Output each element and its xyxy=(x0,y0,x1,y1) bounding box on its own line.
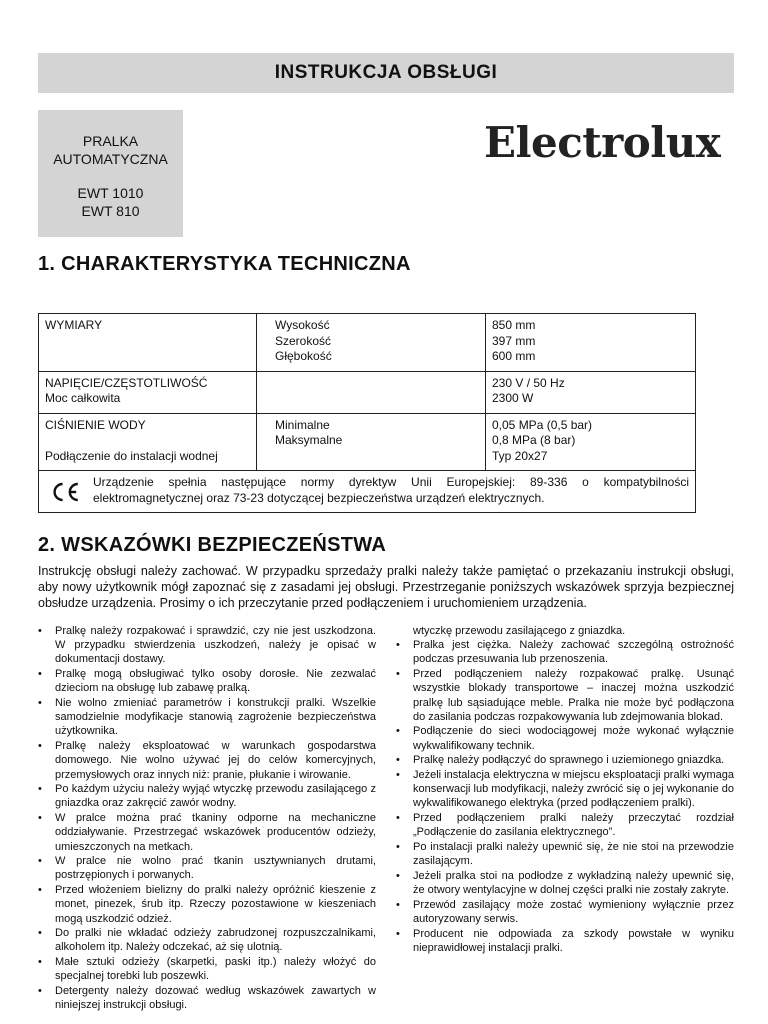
list-item xyxy=(396,811,734,839)
table-row xyxy=(39,413,696,471)
list-item xyxy=(396,724,734,752)
bullet-icon: • xyxy=(396,927,400,940)
list-item-text: Małe sztuki odzieży (skarpetki, paski itp.) należy włożyć do specjalnej torebki lub poszewki. xyxy=(55,956,376,983)
list-item xyxy=(38,782,376,810)
list-item-text: Przed włożeniem bielizny do pralki należy opróżnić kieszenie z monet, pinezek, śrub itp. Rzeczy pozostawione w kieszeniach mogą uszkodzić odzież. xyxy=(55,884,376,925)
list-item xyxy=(396,667,734,724)
bullet-icon: • xyxy=(38,927,42,940)
param-width: Szerokość xyxy=(275,333,332,348)
param-depth: Głębokość xyxy=(275,349,332,363)
list-item xyxy=(396,768,734,811)
product-type xyxy=(38,132,183,168)
list-item-text: Przewód zasilający może zostać wymieniony wyłącznie przez autoryzowany serwis. xyxy=(413,898,734,926)
list-item-text: Pralkę należy eksploatować w warunkach gospodarstwa domowego. Nie wolno używać jej do celów komercyjnych, przemysłowych oraz innych niż: pranie, płukanie i wirowanie. xyxy=(55,740,376,781)
label-water-connection: Podłączenie do instalacji wodnej xyxy=(45,448,218,463)
list-item-text: W pralce nie wolno prać tkanin usztywnianych drutami, postrzępionych i porwanych. xyxy=(55,855,376,882)
list-item-text: Pralkę mogą obsługiwać tylko osoby dorosłe. Nie zezwalać dzieciom na obsługę lub zabawę pralką. xyxy=(55,668,376,695)
spec-params xyxy=(257,413,486,471)
param-height: Wysokość xyxy=(275,318,330,332)
list-item-text: Przed podłączeniem należy rozpakować pralkę. Usunąć wszystkie blokady transportowe – inaczej można uszkodzić pralkę lub sąsiadujące meble. Pralka nie może być podłączona do zasilania podczas rozpakowywania lub zdejmowania blokad. xyxy=(413,668,734,723)
bullet-icon: • xyxy=(396,639,400,652)
spec-values xyxy=(486,371,696,413)
table-row xyxy=(39,371,696,413)
ce-compliance-text: Urządzenie spełnia następujące normy dyrektyw Unii Europejskiej: 89-336 o kompatybilności elektromagnetycznej oraz 73-23 dotyczącej bezpieczeństwa urządzeń elektrycznych. xyxy=(93,475,689,505)
bullet-icon: • xyxy=(38,740,42,753)
spec-values xyxy=(486,413,696,471)
bullet-icon: • xyxy=(38,855,42,868)
model-1: EWT 1010 xyxy=(77,185,144,201)
label-dimensions: WYMIARY xyxy=(45,318,103,332)
list-item xyxy=(38,926,376,954)
param-max: Maksymalne xyxy=(275,433,343,447)
list-item xyxy=(396,869,734,897)
spec-label xyxy=(39,413,257,471)
list-item-text: Po każdym użyciu należy wyjąć wtyczkę przewodu zasilającego z gniazdka oraz zakręcić zawór wodny. xyxy=(55,783,376,810)
label-voltage: NAPIĘCIE/CZĘSTOTLIWOŚĆ xyxy=(45,375,208,390)
list-item xyxy=(396,638,734,666)
list-item-text: Pralkę należy podłączyć do sprawnego i uziemionego gniazdka. xyxy=(413,754,725,767)
table-row xyxy=(39,314,696,372)
bullet-icon: • xyxy=(38,884,42,897)
list-item-text: Jeżeli instalacja elektryczna w miejscu eksploatacji pralki wymaga konserwacji lub modyfikacji, należy zwrócić się o jej wykonanie do wykwalifikowanego elektryka (przed podłączeniem pralki). xyxy=(413,769,734,810)
bullet-icon: • xyxy=(38,812,42,825)
list-item-text: Detergenty należy dozować według wskazówek zawartych w niniejszej instrukcji obsługi. xyxy=(55,985,376,1012)
list-item-continuation: wtyczkę przewodu zasilającego z gniazdka. xyxy=(413,625,626,637)
list-item xyxy=(38,696,376,739)
list-item xyxy=(396,753,734,767)
spec-label xyxy=(39,371,257,413)
value-connection-type: Typ 20x27 xyxy=(492,448,548,463)
list-item xyxy=(396,840,734,868)
param-min: Minimalne xyxy=(275,417,330,432)
product-models xyxy=(38,184,183,220)
bullet-icon: • xyxy=(38,985,42,998)
value-width: 397 mm xyxy=(492,333,536,348)
list-item-text: Pralkę należy rozpakować i sprawdzić, czy nie jest uszkodzona. W przypadku stwierdzenia uszkodzeń, należy je opisać w dokumentacji dostawy. xyxy=(55,625,376,666)
product-info-box xyxy=(38,110,183,237)
list-item-text: Podłączenie do sieci wodociągowej może wykonać wyłącznie wykwalifikowany technik. xyxy=(413,725,734,752)
bullet-icon: • xyxy=(396,841,400,854)
ce-mark-icon xyxy=(49,479,81,505)
list-item-text: Pralka jest ciężka. Należy zachować szczególną ostrożność podczas przesuwania lub przenoszenia. xyxy=(413,639,734,666)
section-title-safety: 2. WSKAZÓWKI BEZPIECZEŃSTWA xyxy=(38,534,387,556)
value-height: 850 mm xyxy=(492,318,536,332)
list-item xyxy=(38,854,376,882)
bullet-icon: • xyxy=(38,625,42,637)
product-type-line1: PRALKA xyxy=(82,133,139,149)
value-voltage: 230 V / 50 Hz xyxy=(492,375,565,390)
bullet-icon: • xyxy=(396,869,400,882)
bullet-icon: • xyxy=(38,697,42,710)
list-item xyxy=(38,955,376,983)
spec-values xyxy=(486,314,696,372)
list-item-text: Do pralki nie wkładać odzieży zabrudzonej rozpuszczalnikami, alkoholem itp. Należy odczekać, aż się ulotnią. xyxy=(55,927,376,954)
bullet-icon: • xyxy=(396,668,400,681)
bullet-icon: • xyxy=(396,725,400,738)
list-item-text: Jeżeli pralka stoi na podłodze z wykładziną należy upewnić się, że otwory wentylacyjne w dolnej części pralki nie zostały zakryte. xyxy=(413,869,734,897)
model-2: EWT 810 xyxy=(81,203,140,219)
list-item xyxy=(38,624,376,667)
list-item-text: W pralce można prać tkaniny odporne na mechaniczne oddziaływanie. Przestrzegać wskazówek producentów odzieży, umieszczonych na metkach. xyxy=(55,812,376,853)
electrolux-logo: Electrolux xyxy=(484,118,721,167)
specs-table xyxy=(38,313,696,513)
safety-list-right xyxy=(396,638,734,955)
safety-column-right xyxy=(396,624,734,956)
safety-column-left xyxy=(38,624,376,1013)
value-max-pressure: 0,8 MPa (8 bar) xyxy=(492,433,576,447)
list-item-text: Nie wolno zmieniać parametrów i konstrukcji pralki. Wszelkie samodzielnie modyfikacje stanowią zagrożenie bezpieczeństwa użytkownika. xyxy=(55,697,376,738)
spec-params xyxy=(257,371,486,413)
safety-list-left xyxy=(38,624,376,1012)
value-depth: 600 mm xyxy=(492,349,536,363)
bullet-icon: • xyxy=(396,812,400,825)
ce-cell xyxy=(39,471,696,513)
list-item xyxy=(396,927,734,955)
list-item-text: Producent nie odpowiada za szkody powstałe w wyniku nieprawidłowej instalacji pralki. xyxy=(413,927,734,954)
section-title-technical: 1. CHARAKTERYSTYKA TECHNICZNA xyxy=(38,253,411,275)
product-type-line2: AUTOMATYCZNA xyxy=(53,151,168,167)
table-row xyxy=(39,471,696,513)
list-item xyxy=(38,811,376,854)
bullet-icon: • xyxy=(38,783,42,796)
bullet-icon: • xyxy=(396,898,400,911)
safety-intro: Instrukcję obsługi należy zachować. W przypadku sprzedaży pralki należy także pamiętać o przekazaniu instrukcji obsługi, aby nowy użytkownik mógł zapoznać się z zasadami jej obsługi. Przestrzeganie poniższych wskazówek sprzyja bezpiecznej obsłudze urządzenia. Prosimy o ich przeczytanie przed podłączeniem i uruchomieniem urządzenia. xyxy=(38,564,734,610)
bullet-icon: • xyxy=(38,956,42,969)
list-item xyxy=(38,667,376,695)
spec-label xyxy=(39,314,257,372)
list-item xyxy=(38,739,376,782)
list-item xyxy=(38,883,376,926)
label-power: Moc całkowita xyxy=(45,391,121,405)
list-item-text: Po instalacji pralki należy upewnić się, że nie stoi na przewodzie zasilającym. xyxy=(413,841,734,868)
value-power: 2300 W xyxy=(492,391,534,405)
spec-params xyxy=(257,314,486,372)
bullet-icon: • xyxy=(396,769,400,782)
value-min-pressure: 0,05 MPa (0,5 bar) xyxy=(492,417,593,432)
list-item xyxy=(396,898,734,926)
list-item xyxy=(38,984,376,1012)
document-title: INSTRUKCJA OBSŁUGI xyxy=(38,53,734,93)
bullet-icon: • xyxy=(38,668,42,681)
bullet-icon: • xyxy=(396,754,400,767)
list-item-text: Przed podłączeniem pralki należy przeczytać rozdział „Podłączenie do zasilania elektrycznego”. xyxy=(413,812,734,839)
label-water-pressure: CIŚNIENIE WODY xyxy=(45,417,146,432)
